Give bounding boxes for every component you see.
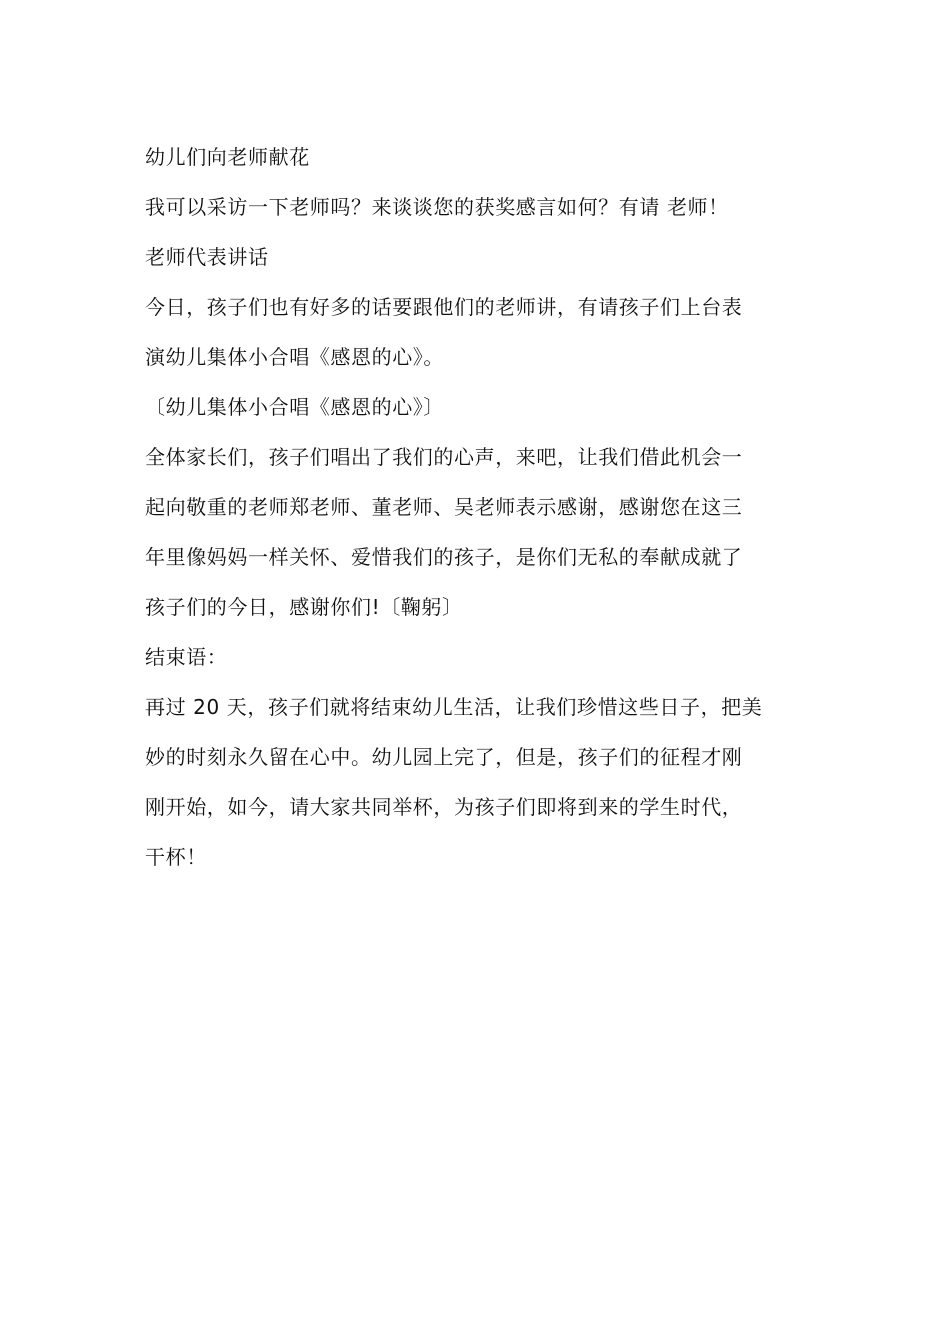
text-line: 年里像妈妈一样关怀、爱惜我们的孩子，是你们无私的奉献成就了: [145, 545, 743, 569]
paragraph-closing-heading: [145, 632, 811, 682]
text-line: 我可以采访一下老师吗？来谈谈您的获奖感言如何？有请 老师！: [145, 195, 729, 219]
text-line: 刚开始，如今，请大家共同举杯，为孩子们即将到来的学生时代，: [145, 795, 743, 819]
text-line: 再过 20 天，孩子们就将结束幼儿生活，让我们珍惜这些日子，把美: [145, 695, 763, 719]
text-line: 结束语：: [145, 645, 228, 669]
paragraph-children-performance: [145, 282, 811, 382]
text-line: 干杯！: [145, 845, 207, 869]
paragraph-flower-presentation: [145, 132, 811, 182]
paragraph-teacher-speech: [145, 232, 811, 282]
text-line: 老师代表讲话: [145, 245, 269, 269]
text-line: 起向敬重的老师郑老师、董老师、吴老师表示感谢，感谢您在这三: [145, 495, 743, 519]
text-line: 〔幼儿集体小合唱《感恩的心》〕: [145, 395, 444, 419]
text-line: 妙的时刻永久留在心中。幼儿园上完了，但是，孩子们的征程才刚: [145, 745, 743, 769]
text-line: 演幼儿集体小合唱《感恩的心》。: [145, 345, 444, 369]
text-line: 今日，孩子们也有好多的话要跟他们的老师讲，有请孩子们上台表: [145, 295, 743, 319]
text-line: 全体家长们，孩子们唱出了我们的心声，来吧，让我们借此机会一: [145, 445, 743, 469]
text-line: 幼儿们向老师献花: [145, 145, 310, 169]
text-line: 孩子们的今日，感谢你们!〔鞠躬〕: [145, 595, 463, 619]
paragraph-closing-remarks: [145, 682, 811, 882]
paragraph-parents-thanks: [145, 432, 811, 632]
document-body: [145, 132, 811, 882]
paragraph-chorus-note: [145, 382, 811, 432]
paragraph-interview: [145, 182, 811, 232]
